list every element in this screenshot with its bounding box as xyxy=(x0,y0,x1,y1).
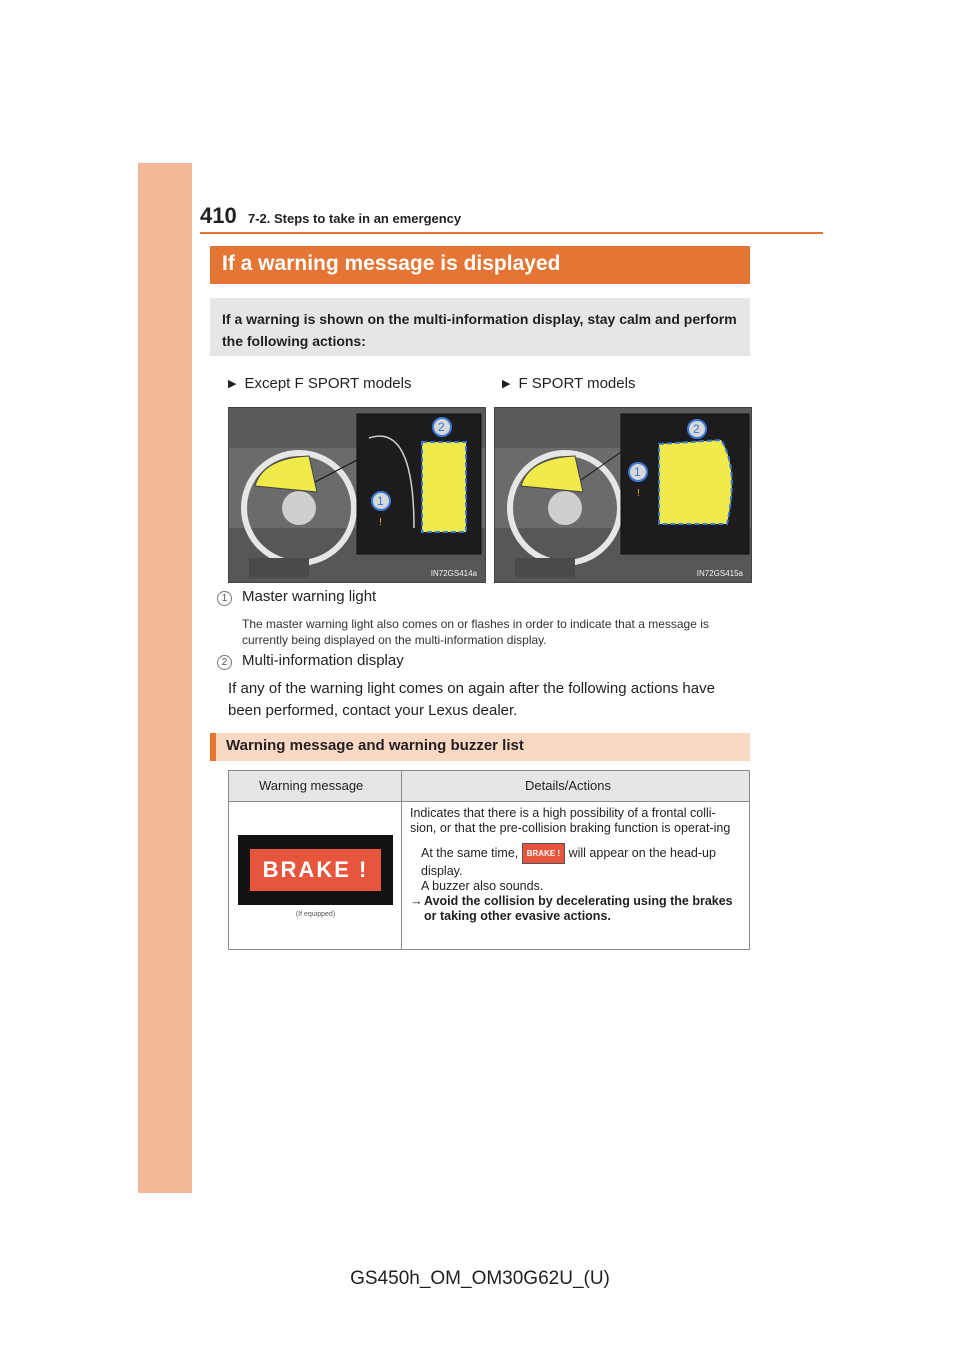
details-action: → Avoid the collision by decelerating using the brakes or taking other evasive actions. xyxy=(410,894,733,923)
brake-warning-text: BRAKE ! xyxy=(250,849,381,891)
table-header-warning-message: Warning message xyxy=(259,778,364,793)
svg-text:!: ! xyxy=(379,517,382,528)
intro-box xyxy=(210,298,750,356)
item-number-1: 1 xyxy=(217,591,232,606)
details-description: Indicates that there is a high possibility of a frontal colli-sion, or that the pre-collision braking function is operat-ing xyxy=(410,806,731,835)
table-header-row xyxy=(229,771,749,802)
main-heading: If a warning message is displayed xyxy=(222,252,561,275)
dashboard-illustration-standard xyxy=(228,407,486,583)
item-note-master-warning: The master warning light also comes on or flashes in order to indicate that a message is currently being displayed on the multi-information display. xyxy=(242,617,709,647)
hud-brake-badge: BRAKE ! xyxy=(522,843,565,864)
arrow-right-icon: → xyxy=(410,894,423,908)
item-number-2: 2 xyxy=(217,655,232,670)
item-title-multi-info-display: Multi-information display xyxy=(242,652,404,669)
section-title: 7-2. Steps to take in an emergency xyxy=(248,211,462,226)
details-buzzer-line: A buzzer also sounds. xyxy=(421,879,544,893)
page-number: 410 xyxy=(200,203,237,228)
svg-text:!: ! xyxy=(637,488,640,499)
side-tab xyxy=(138,163,192,1193)
details-hud-line: At the same time, BRAKE ! will appear on the head-up display. xyxy=(410,843,742,879)
sub-heading-accent-bar xyxy=(210,733,216,761)
footer-document-code: GS450h_OM_OM30G62U_(U) xyxy=(350,1268,610,1289)
main-heading-banner xyxy=(210,246,750,284)
model-label-standard: ▶ Except F SPORT models xyxy=(228,375,412,392)
header-rule xyxy=(200,232,823,234)
figure-code: IN72GS414a xyxy=(430,569,477,578)
dashboard-drawing xyxy=(229,408,485,582)
callout-1: 1 xyxy=(377,494,384,508)
intro-text: If a warning is shown on the multi-information display, stay calm and perform the following actions: xyxy=(222,311,737,349)
triangle-bullet-icon: ▶ xyxy=(502,378,511,390)
dashboard-drawing xyxy=(495,408,751,582)
instruction-paragraph: If any of the warning light comes on again after the following actions have been performed, contact your Lexus dealer. xyxy=(228,680,715,719)
table-details-cell xyxy=(410,806,742,924)
sub-heading: Warning message and warning buzzer list xyxy=(226,737,524,754)
brake-warning-display xyxy=(238,835,393,905)
table-header-details: Details/Actions xyxy=(525,778,611,793)
callout-1: 1 xyxy=(634,465,641,479)
item-title-master-warning: Master warning light xyxy=(242,588,377,605)
dashboard-illustration-f-sport xyxy=(494,407,752,583)
figure-code: IN72GS415a xyxy=(696,569,743,578)
callout-2: 2 xyxy=(438,420,445,434)
sub-heading-banner xyxy=(210,733,750,761)
table-column-divider xyxy=(401,771,402,949)
callout-2: 2 xyxy=(693,422,700,436)
model-label-f-sport: ▶ F SPORT models xyxy=(502,375,636,392)
triangle-bullet-icon: ▶ xyxy=(228,378,237,390)
if-equipped-note: (If equipped) xyxy=(295,911,336,918)
